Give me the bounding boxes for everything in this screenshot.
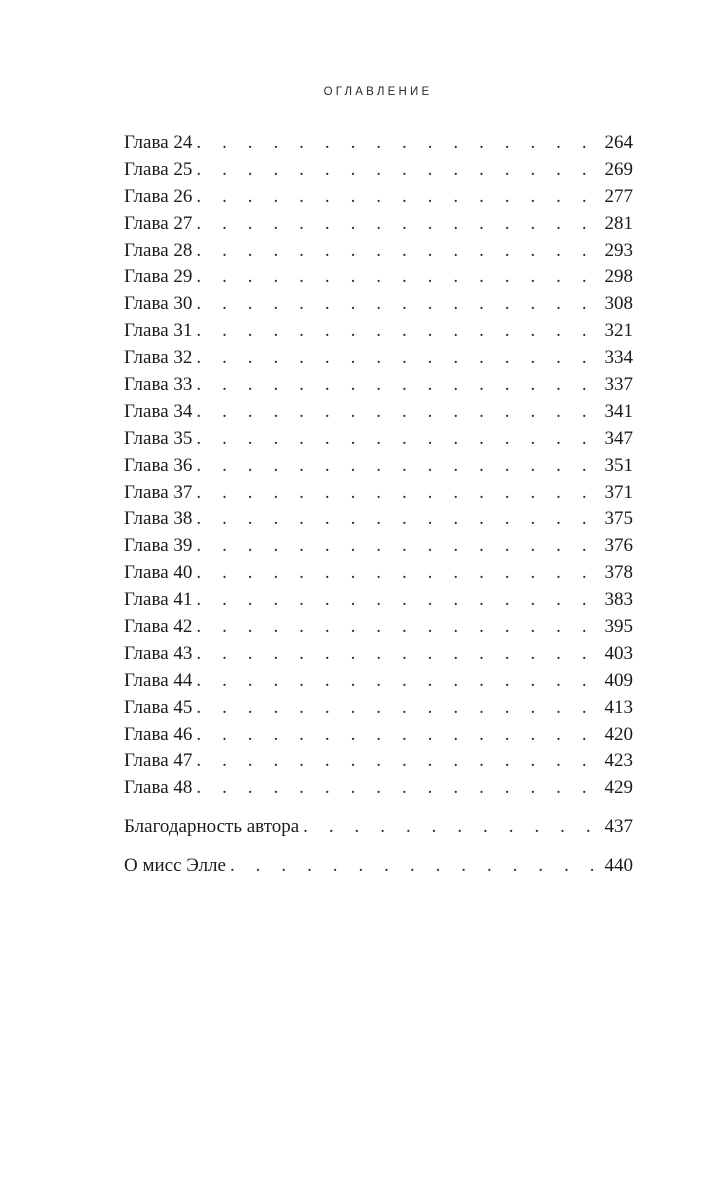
toc-entry-page: 341 [604,400,633,422]
toc-entry [124,560,633,587]
toc-entry [124,533,633,560]
toc-entry-page: 293 [604,239,633,261]
toc-entry [124,641,633,668]
dot-leader [196,130,596,157]
toc-entry-label: Глава 25 [124,158,193,180]
dot-leader [196,480,596,507]
dot-leader [196,695,596,722]
toc-entry-page: 423 [604,750,633,772]
dot-leader [196,506,596,533]
dot-leader [196,264,596,291]
table-of-contents [124,130,633,880]
toc-entry-about-author [124,853,633,880]
dot-leader [196,318,596,345]
toc-entry-label: Глава 41 [124,589,193,611]
toc-entry [124,668,633,695]
toc-entry [124,506,633,533]
dot-leader [230,853,597,880]
toc-entry-label: Глава 33 [124,374,193,396]
toc-entry [124,291,633,318]
toc-entry-page: 264 [604,132,633,153]
toc-entry [124,318,633,345]
toc-entry-acknowledgements [124,814,633,841]
toc-entry-label: Глава 40 [124,562,193,584]
toc-entry-label: Глава 43 [124,642,193,664]
toc-entry-page: 378 [604,562,633,584]
toc-entry-page: 371 [604,481,633,503]
dot-leader [196,399,596,426]
toc-entry [124,211,633,238]
toc-entry-label: Глава 36 [124,454,193,476]
toc-entry-page: 409 [604,669,633,691]
toc-entry-label: Глава 27 [124,212,193,234]
dot-leader [196,426,596,453]
dot-leader [196,184,596,211]
toc-entry-label: Глава 35 [124,427,193,449]
dot-leader [196,453,596,480]
toc-entry-page: 298 [604,266,633,288]
toc-entry-label: Глава 37 [124,481,193,503]
dot-leader [196,372,596,399]
toc-entry-label: Глава 39 [124,535,193,557]
toc-entry-label: Глава 29 [124,266,193,288]
toc-entry [124,722,633,749]
toc-entry-page: 376 [604,535,633,557]
toc-entry-page: 395 [604,616,633,638]
toc-entry [124,157,633,184]
dot-leader [196,587,596,614]
toc-entry-label: Глава 45 [124,696,193,718]
toc-entry-page: 351 [604,454,633,476]
dot-leader [303,814,596,841]
toc-entry [124,264,633,291]
dot-leader [196,641,596,668]
dot-leader [196,668,596,695]
toc-entry [124,345,633,372]
toc-entry-page: 375 [604,508,633,530]
toc-entry-page: 413 [604,696,633,718]
dot-leader [196,345,596,372]
toc-entry [124,184,633,211]
toc-entry [124,695,633,722]
toc-entry-page: 347 [604,427,633,449]
toc-entry [124,130,633,157]
toc-entry-label: Глава 34 [124,400,193,422]
toc-entry [124,426,633,453]
toc-entry-label: Глава 44 [124,669,193,691]
dot-leader [196,211,596,238]
toc-entry [124,748,633,775]
dot-leader [196,614,596,641]
toc-entry [124,399,633,426]
toc-entry-label: Глава 26 [124,185,193,207]
page-title: ОГЛАВЛЕНИЕ [323,86,433,98]
toc-entry-label: Благодарность автора [124,816,300,838]
toc-entry-page: 334 [604,347,633,369]
toc-entry-page: 383 [604,589,633,611]
toc-entry-label: О мисс Элле [124,855,226,877]
toc-entry-label: Глава 30 [124,293,193,315]
dot-leader [196,157,596,184]
toc-entry-page: 321 [604,320,633,342]
toc-entry [124,587,633,614]
toc-entry-page: 277 [604,185,633,207]
toc-entry-label: Глава 47 [124,750,193,772]
toc-entry-label: Глава 46 [124,723,193,745]
dot-leader [196,560,596,587]
toc-entry-page: 420 [604,723,633,745]
toc-entry-page: 440 [604,855,633,877]
toc-entry-label: Глава 42 [124,616,193,638]
toc-entry-page: 429 [604,777,633,799]
toc-entry [124,775,633,802]
dot-leader [196,748,596,775]
toc-entry-page: 269 [604,158,633,180]
toc-entry-label: Глава 28 [124,239,193,261]
toc-entry [124,480,633,507]
toc-entry-page: 403 [604,642,633,664]
toc-entry [124,453,633,480]
toc-entry-page: 337 [604,374,633,396]
dot-leader [196,291,596,318]
toc-entry-label: Глава 32 [124,347,193,369]
dot-leader [196,238,596,265]
toc-entry-page: 437 [604,816,633,838]
toc-entry [124,372,633,399]
toc-entry [124,614,633,641]
dot-leader [196,775,596,802]
toc-entry-label: Глава 38 [124,508,193,530]
toc-entry-page: 281 [604,212,633,234]
dot-leader [196,533,596,560]
toc-entry-label: Глава 24 [124,132,193,153]
toc-entry-page: 308 [604,293,633,315]
dot-leader [196,722,596,749]
toc-entry [124,238,633,265]
toc-entry-label: Глава 48 [124,777,193,799]
toc-entry-label: Глава 31 [124,320,193,342]
